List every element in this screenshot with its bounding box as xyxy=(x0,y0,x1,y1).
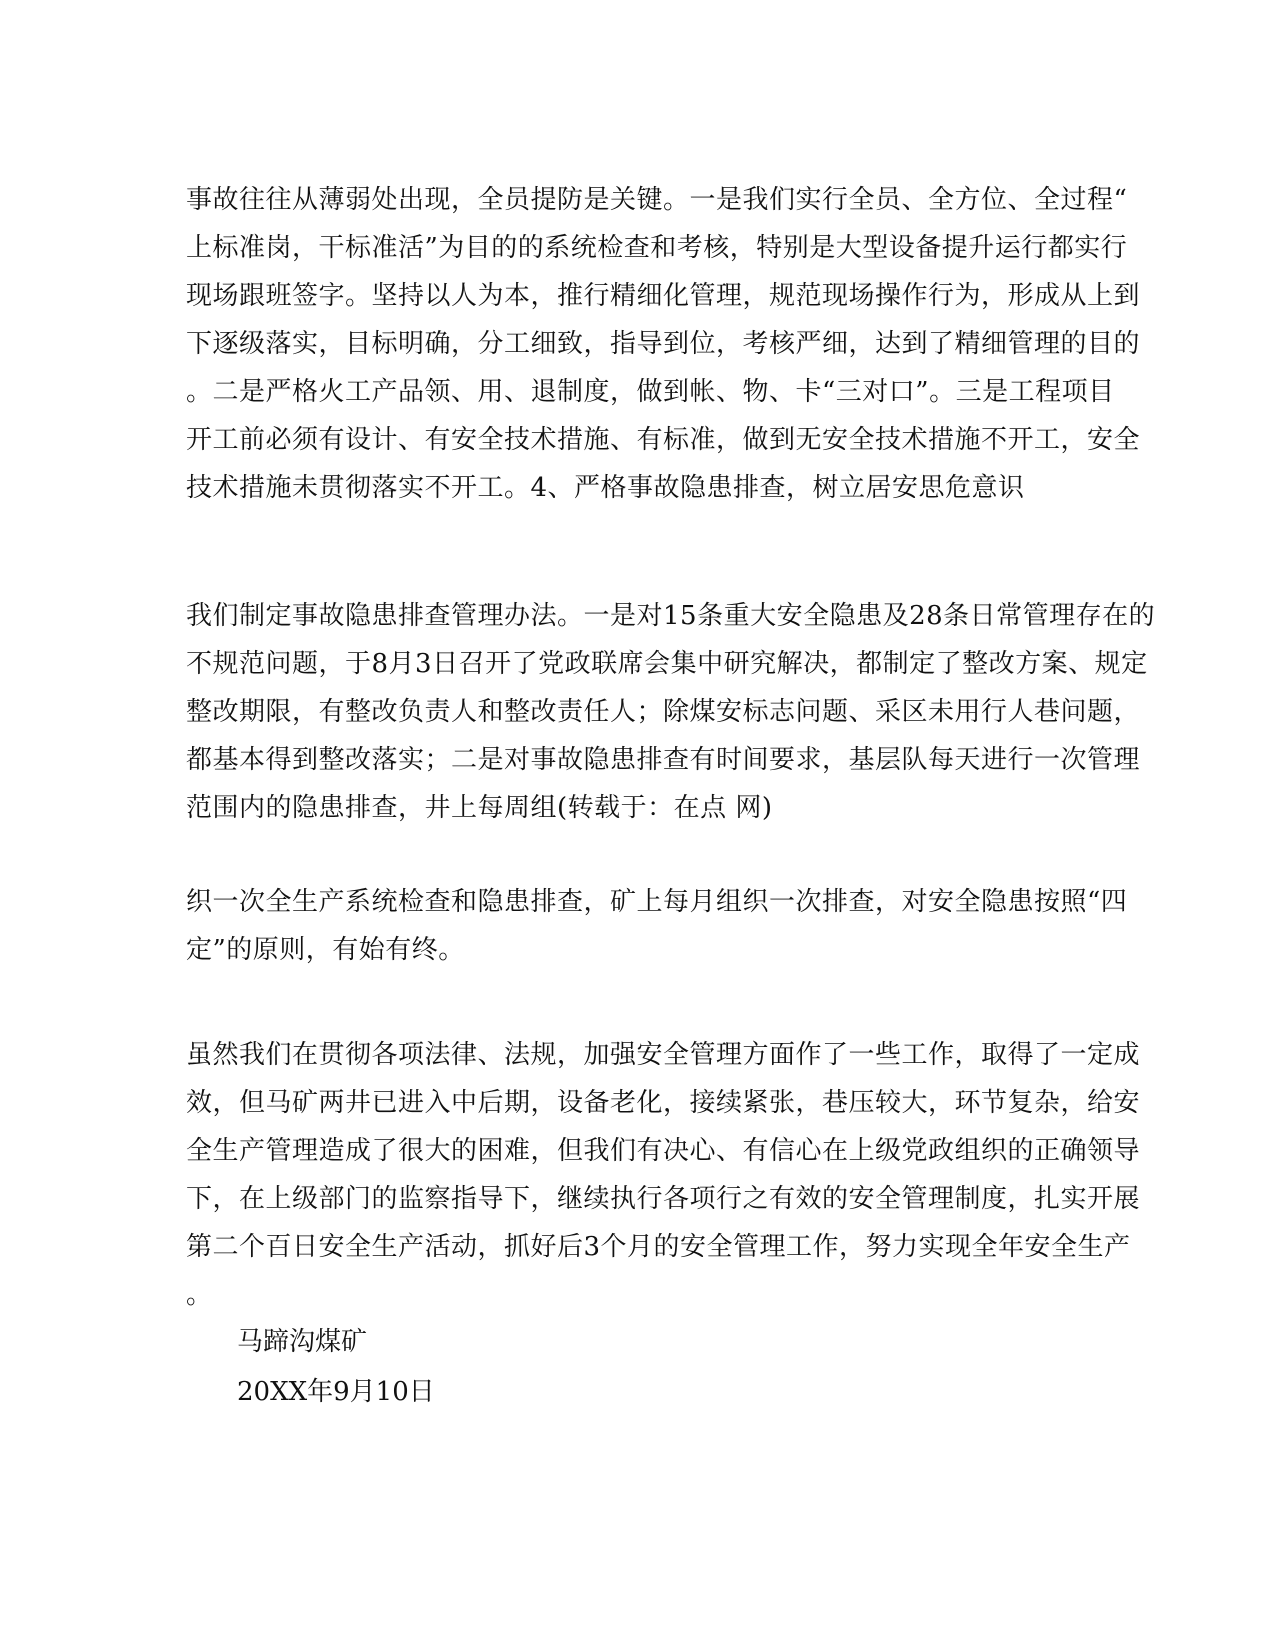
text-line: 开工前必须有设计、有安全技术措施、有标准，做到无安全技术措施不开工，安全 xyxy=(186,425,1141,455)
signature-block xyxy=(237,1317,1137,1417)
text-line: 都基本得到整改落实；二是对事故隐患排查有时间要求，基层队每天进行一次管理 xyxy=(186,745,1141,775)
text-line: 整改期限，有整改负责人和整改责任人；除煤安标志问题、采区未用行人巷问题， xyxy=(186,697,1141,727)
text-line: 。二是严格火工产品领、用、退制度，做到帐、物、卡“三对口”。三是工程项目 xyxy=(186,377,1115,407)
text-line: 下，在上级部门的监察指导下，继续执行各项行之有效的安全管理制度，扎实开展 xyxy=(186,1184,1141,1214)
text-line: 定”的原则，有始有终。 xyxy=(186,935,465,965)
text-line: 织一次全生产系统检查和隐患排查，矿上每月组织一次排查，对安全隐患按照“四 xyxy=(186,887,1128,917)
text-line: 。 xyxy=(186,1280,213,1310)
signature-organization: 马蹄沟煤矿 xyxy=(237,1327,368,1357)
text-line: 现场跟班签字。坚持以人为本，推行精细化管理，规范现场操作行为，形成从上到 xyxy=(186,281,1141,311)
text-line: 事故往往从薄弱处出现，全员提防是关键。一是我们实行全员、全方位、全过程“ xyxy=(186,185,1128,215)
paragraph-hazard-investigation xyxy=(186,592,1156,832)
paragraph-accident-prevention xyxy=(186,176,1141,512)
text-line: 第二个百日安全生产活动，抓好后3个月的安全管理工作，努力实现全年安全生产 xyxy=(186,1232,1131,1262)
signature-date: 20XX年9月10日 xyxy=(237,1377,435,1407)
text-line: 全生产管理造成了很大的困难，但我们有决心、有信心在上级党政组织的正确领导 xyxy=(186,1136,1141,1166)
text-line: 我们制定事故隐患排查管理办法。一是对15条重大安全隐患及28条日常管理存在的 xyxy=(186,601,1156,631)
text-line: 虽然我们在贯彻各项法律、法规，加强安全管理方面作了一些工作，取得了一定成 xyxy=(186,1040,1141,1070)
text-line: 上标准岗，干标准活”为目的的系统检查和考核，特别是大型设备提升运行都实行 xyxy=(186,233,1128,263)
text-line: 技术措施未贯彻落实不开工。4、严格事故隐患排查，树立居安思危意识 xyxy=(186,473,1025,503)
paragraph-conclusion xyxy=(186,1031,1141,1319)
text-line: 不规范问题，于8月3日召开了党政联席会集中研究解决，都制定了整改方案、规定 xyxy=(186,649,1148,679)
paragraph-monthly-inspection xyxy=(186,878,1128,974)
text-line: 下逐级落实，目标明确，分工细致，指导到位，考核严细，达到了精细管理的目的 xyxy=(186,329,1141,359)
text-line: 范围内的隐患排查，井上每周组(转载于：在点 网) xyxy=(186,793,773,823)
text-line: 效，但马矿两井已进入中后期，设备老化，接续紧张，巷压较大，环节复杂，给安 xyxy=(186,1088,1141,1118)
